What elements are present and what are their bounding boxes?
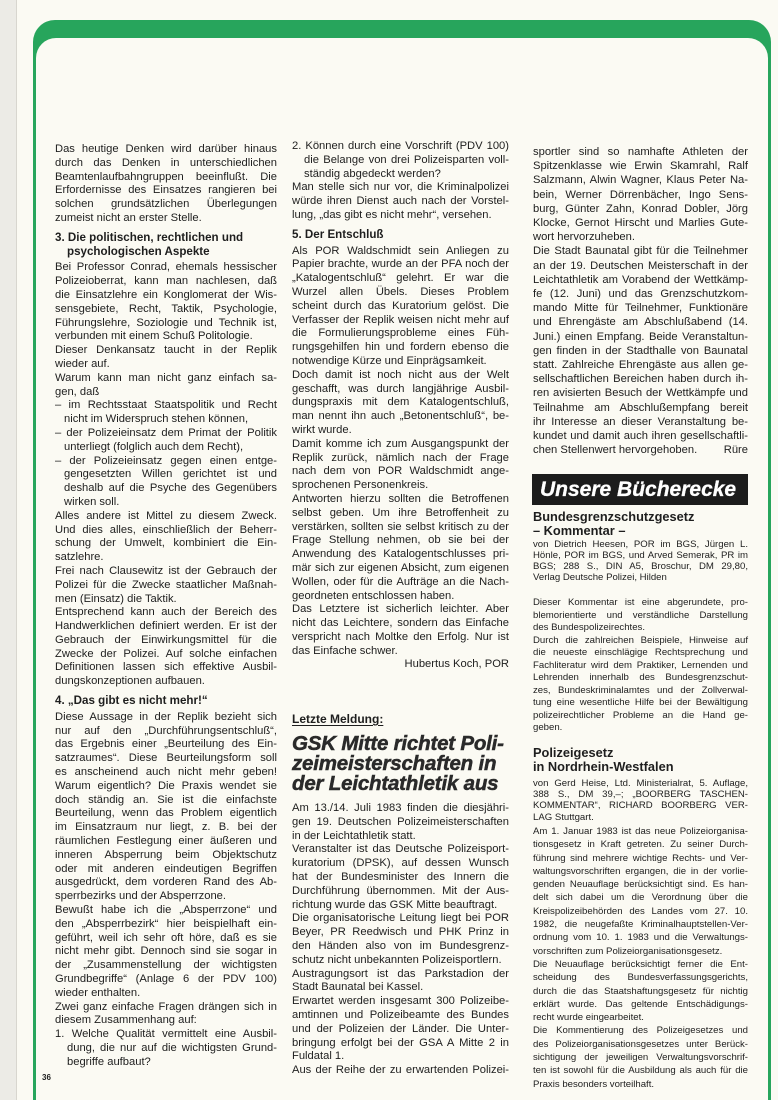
text-line: Das Letztere ist sicherlich leichter. Aber: [292, 603, 509, 616]
text-line: mando Mitte für Teilnehmer, Funktionäre: [533, 302, 748, 315]
paragraph: [292, 438, 509, 493]
book-title-line: Bundesgrenzschutzgesetz: [533, 509, 695, 524]
text-line: begriffe aufbaut?: [67, 1055, 151, 1068]
paragraph: [533, 145, 748, 244]
text-line: 388 S., DM 39,–; „BOORBERG TASCHEN-: [533, 789, 748, 801]
text-line: 4. „Das gibt es nicht mehr!“: [55, 694, 208, 708]
text-line: notwendige Kürze und Einprägsamkeit.: [292, 354, 487, 367]
text-line: Das heutige Denken wird darüber hinaus: [55, 143, 277, 155]
news-body: [292, 802, 509, 1078]
paragraph: [55, 904, 277, 1001]
text-line: die neueste einschlägige Rechtsprechung und: [533, 647, 748, 658]
text-line: führung sind mehrere wichtige Rechts- und Ver-: [533, 852, 748, 864]
text-line: delt sich dabei um die Verordnung über die: [533, 892, 748, 904]
paragraph: [55, 606, 277, 689]
text-line: Definitionen lassen sich effektive Ausbil-: [55, 661, 277, 674]
text-line: Beamtenlaufbahngruppen beeinflußt. Die: [55, 170, 277, 183]
text-line: Papier brachte, wurde an der PFA noch der: [292, 258, 509, 271]
text-line: des Polizeiorganisationsgesetzes unter Berück-: [533, 1038, 748, 1050]
text-line: genden Neuauflage berücksichtigt sind. Es han-: [533, 879, 748, 891]
text-line: gen 19. Deutschen Polizeimeisterschaften: [292, 815, 509, 828]
headline-line: GSK Mitte richtet Poli-: [292, 732, 504, 755]
text-line: Juni.) einen Empfang. Beide Veranstaltun-: [533, 330, 748, 343]
text-line: ordnung vom 10. 1. 1983 und die Verwaltungs-: [533, 932, 748, 944]
book-title-line: in Nordrhein-Westfalen: [533, 759, 674, 774]
text-line: Die Neuauflage berücksichtigt ferner die Ent-: [533, 958, 748, 970]
text-line: nicht das Leichtere, sondern das Einfache: [292, 617, 509, 630]
news-author: Rüre: [723, 444, 748, 456]
bullet-item: [55, 399, 277, 427]
paragraph: [55, 565, 277, 606]
text-line: Die Kommentierung des Polizeigesetzes und: [533, 1025, 748, 1037]
text-line: den Händen also von im Bundesgrenz-: [292, 939, 509, 952]
paragraph: [533, 244, 748, 457]
text-line: verbunden mit einem Schuß Politologie.: [55, 330, 253, 343]
text-line: wort hervorzuheben.: [533, 231, 635, 244]
text-line: „Katalogentschluß“ gelehrt. Er war die: [292, 272, 509, 285]
text-line: Warum kann man nicht ganz einfach sa-: [55, 371, 277, 384]
paragraph: [533, 825, 748, 958]
text-line: man nennt ihn auch „Betonentschluß“, be-: [292, 410, 509, 423]
text-line: durch das Denken in unterschiedlichen: [55, 156, 277, 169]
text-line: und der Polizeien der Länder. Die Unter-: [292, 1022, 509, 1035]
text-line: es anscheinend auch nicht mehr geben!: [55, 766, 277, 779]
text-line: sellschaftlichen Bereichen haben durch ih-: [533, 373, 748, 386]
text-line: solchen grundsätzlichen Überlegungen: [55, 198, 277, 211]
text-line: chen Stellenwert hervorgehoben.: [533, 444, 698, 457]
text-line: Als POR Waldschmidt sein Anliegen zu: [292, 244, 509, 257]
text-line: sensgebiete, Recht, Taktik, Psychologie,: [55, 302, 277, 315]
text-line: ihr Interesse an dieser Veranstaltung be-: [533, 415, 748, 428]
news-continued-text: [533, 145, 748, 457]
book-review: [533, 825, 748, 1091]
text-line: sichtigung der jeweiligen Verwaltungsvorschrif-: [533, 1052, 748, 1064]
text-line: kundet und damit auch ihren gesellschaftli-: [533, 430, 748, 443]
paragraph: [292, 603, 509, 658]
text-line: recht wurde eingearbeitet.: [533, 1012, 644, 1024]
text-line: Die Stadt Baunatal gibt für die Teilnehmer: [533, 245, 748, 258]
paragraph: [533, 1024, 748, 1090]
text-line: von Gerd Heise, Ltd. Ministerialrat, 5. Auflage,: [533, 778, 748, 789]
text-line: unterliegt (folglich auch dem Recht),: [64, 440, 244, 453]
text-line: Polizei für die Zwecke staatlicher Maßnah-: [55, 578, 277, 591]
news-body-continued: [533, 145, 748, 457]
text-line: LAG Stuttgart.: [533, 811, 594, 823]
text-line: schung der Umwelt, kombiniert die Ein-: [55, 537, 277, 550]
text-line: sprochenen Personenkreis.: [292, 479, 429, 492]
paragraph: [292, 493, 509, 603]
text-line: gengesetzten Willen gerichtet ist und: [64, 468, 277, 481]
text-line: Erfordernisse des Einsatzes rangieren bei: [55, 184, 277, 197]
text-line: Klocke, Gernot Hirscht und Marlies Gute-: [533, 217, 748, 230]
text-line: Teilnahme am Abschlußempfang bereit: [533, 401, 748, 414]
text-line: geschafft, was durch langjährige Ausbil-: [292, 382, 509, 395]
paragraph: [55, 344, 277, 372]
text-line: 1. Welche Qualität vermittelt eine Ausbil-: [55, 1028, 277, 1041]
text-line: ständig abgedeckt werden?: [304, 167, 441, 180]
text-line: Austragungsort ist das Parkstadion der: [292, 967, 509, 980]
frame-inner-area: [36, 38, 768, 98]
text-line: scheidung des Bundesverfassungsgerichts,: [533, 972, 748, 984]
text-line: Wollen, oder für die Aufträge an die Nach-: [292, 575, 509, 588]
text-line: gen finden in der Stadthalle von Baunatal: [533, 344, 748, 357]
section-heading: [55, 231, 277, 259]
text-line: Praxis besonders vorteilhaft.: [533, 1078, 655, 1090]
text-line: Spitzenklasse wie Erwin Skamrahl, Ralf: [533, 160, 748, 173]
text-line: die Belange von drei Polizeisparten voll-: [304, 153, 509, 166]
text-line: dungskonzeptionen aufbauen.: [55, 675, 205, 688]
text-line: psychologischen Aspekte: [67, 244, 210, 258]
text-line: Und dies alles, einschließlich der Beherr-: [55, 523, 277, 536]
paragraph: [292, 802, 509, 843]
text-line: Diese Aussage in der Replik bezieht sich: [55, 710, 277, 723]
text-line: Gebrauch der Einwirkungsmittel für die: [55, 633, 277, 646]
text-line: ausgedrückt, dem vorderen Rand des Ab-: [55, 876, 277, 889]
text-line: Beurteilung, wenn das Problem eigentlich: [55, 807, 277, 820]
green-frame-right: [768, 60, 771, 1100]
book-title-line: – Kommentar –: [533, 522, 626, 538]
text-line: dung, die nur auf die wichtigsten Grund-: [67, 1042, 277, 1054]
text-line: blemorientierte und verständliche Darstellung: [533, 609, 748, 621]
text-line: die Einsatzlehre ein Konglomerat der Wis-: [55, 288, 277, 301]
text-line: Verfasser der Replik weisen nicht mehr auf: [292, 313, 509, 326]
paragraph: [55, 261, 277, 344]
book-title: [533, 510, 694, 537]
text-line: Wurzel allen Übels. Dieses Problem: [292, 285, 509, 298]
text-line: tung eine wesentliche Hilfe bei der Bewältigung: [533, 697, 748, 708]
text-line: lung, „das gibt es nicht mehr“, versehen.: [292, 208, 492, 221]
section-heading: [292, 228, 509, 242]
paragraph: [292, 912, 509, 967]
text-line: Warum eigentlich? Die Praxis wendet sie: [55, 779, 277, 792]
paragraph: [55, 510, 277, 565]
left-column-article: [55, 143, 277, 1070]
text-line: BGS; 288 S., DIN A5, Broschur, DM 29,80,: [533, 561, 748, 572]
news-kicker: Letzte Meldung:: [292, 712, 384, 726]
text-line: amtinnen und Polizeibeamte des Bundes: [292, 1008, 509, 1021]
text-line: und Ehrengäste am Abschlußabend (14.: [533, 316, 748, 329]
text-line: Doch damit ist noch nicht aus der Welt: [292, 368, 509, 381]
text-line: 5. Der Entschluß: [292, 227, 384, 241]
paragraph: [292, 245, 509, 369]
text-line: wieder enthalten.: [55, 986, 141, 999]
paragraph: [533, 597, 748, 635]
text-line: rungsgehilfen hin und fordern ebenso die: [292, 341, 509, 354]
books-section-banner: Unsere Bücherecke: [532, 474, 748, 505]
text-line: Anwendung des Katalogentschlusses pri-: [292, 548, 509, 561]
text-line: hat der Bundesminister des Innern die: [292, 870, 509, 883]
text-line: Durchführung übernommen. Mit der Aus-: [292, 884, 509, 897]
text-line: nach dem von POR Waldschmidt ange-: [292, 465, 509, 478]
text-line: selbst geben. Um ihre Betroffenheit zu: [292, 506, 509, 519]
text-line: Erwartet werden insgesamt 300 Polizeibe-: [292, 995, 509, 1008]
text-line: fe (12. Juni) und das Grenzschutzkom-: [533, 288, 748, 301]
paragraph: [533, 635, 748, 735]
book-review: [533, 597, 748, 735]
text-line: Handwerklichen definiert werden. Er ist der: [55, 620, 277, 633]
bullet-item: [55, 427, 277, 455]
text-line: polizeirechtlicher Probleme an die Hand ge-: [533, 709, 748, 721]
text-line: 3. Die politischen, rechtlichen und: [55, 230, 244, 244]
book-title-line: Polizeigesetz: [533, 745, 614, 760]
text-line: Dieser Denkansatz taucht in der Replik: [55, 344, 277, 357]
text-line: mär sich zur eigenen Absicht, zum eigenen: [292, 561, 509, 574]
text-line: men (Einsatz) die Taktik.: [55, 592, 177, 605]
text-line: Salzmann, Alwin Wagner, Klaus Peter Na-: [533, 174, 748, 187]
text-line: Polizeioberrat, kann man nachlesen, daß: [55, 275, 277, 288]
text-line: Bewußt habe ich die „Absperrzone“ und: [55, 904, 277, 917]
text-line: in der Leichtathletik statt.: [292, 829, 416, 842]
text-line: richtung wurde das GSK Mitte beauftragt.: [292, 898, 498, 911]
text-line: vorschriften zum Polizeiorganisationsgesetz.: [533, 945, 723, 957]
text-line: Leichtathletik am Vorabend der Wettkämp-: [533, 273, 748, 286]
text-line: bein, Werner Dörrenbächer, Ingo Sens-: [533, 188, 748, 201]
paragraph: [292, 181, 509, 222]
text-line: 1982, die neugefaßte Kriminalhauptstellen-Ver-: [533, 919, 748, 931]
text-line: ren avisierten Besuch der Wettkämpfe und: [533, 387, 748, 400]
text-line: nicht mehr gibt. Dennoch sind sie sogar in: [55, 945, 277, 958]
text-line: des Bundespolizeirechtes.: [533, 622, 645, 633]
text-line: Zwecke der Polizei. Auf solche einfachen: [55, 647, 277, 660]
text-line: Durch die zahlreichen Beispiele, Hinweise auf: [533, 634, 748, 646]
text-line: wieder auf.: [55, 357, 110, 370]
text-line: doch ständig an. Sie ist die einfachste: [55, 793, 277, 806]
text-line: Hönle, POR im BGS, und Arved Semerak, PR im: [533, 550, 748, 561]
book-byline: [533, 539, 748, 583]
text-line: wirkt wurde.: [292, 423, 352, 436]
paragraph: [292, 1064, 509, 1078]
green-frame-left: [33, 60, 36, 1100]
text-line: inneren Absperrung beim Objektschutz: [55, 848, 277, 861]
text-line: bringung erfolgt bei der GSA A Mitte 2 in: [292, 1036, 509, 1049]
text-line: Grundbegriffe“ (Anlage 6 der PDV 100): [55, 973, 277, 986]
text-line: Bei Professor Conrad, ehemals hessischer: [55, 261, 277, 274]
text-line: dungspraxis mit dem Katalogentschluß,: [292, 396, 509, 409]
text-line: an der 19. Deutschen Meisterschaft in der: [533, 259, 748, 272]
headline-line: der Leichtathletik aus: [292, 772, 499, 795]
text-line: Die organisatorische Leitung liegt bei POR: [292, 912, 509, 925]
text-line: Beyer, PR Reedwisch und PHK Prinz in: [292, 926, 509, 939]
news-headline: [292, 734, 510, 794]
paragraph: [533, 958, 748, 1024]
text-line: zes, Bundeskriminalamtes und der Zollverwal-: [533, 684, 748, 696]
text-line: – der Polizeieinsatz gegen einen entge-: [55, 454, 277, 467]
text-line: durch die das Staatshaftungsgesetz für nichtig: [533, 985, 748, 997]
text-line: das Ergebnis einer „Beurteilung des Ein-: [55, 738, 277, 751]
section-heading: [55, 694, 277, 708]
paragraph: [55, 143, 277, 226]
text-line: Veranstalter ist das Deutsche Polizeisport-: [292, 843, 509, 856]
text-line: Fuldatal 1.: [292, 1050, 345, 1063]
text-line: geführt, weil ich sehr oft höre, daß es sie: [55, 931, 277, 944]
text-line: verstärken, sollten sie selbst kritisch zu der: [292, 520, 509, 533]
text-line: geordneten entschlossen haben.: [292, 589, 455, 602]
text-line: Antworten hierzu sollten die Betroffenen: [292, 492, 509, 505]
text-line: der „Zusammenstellung der wichtigsten: [55, 959, 277, 972]
text-line: statt. Zahlreiche Ehrengäste aus allen ge-: [533, 359, 748, 372]
numbered-item: [292, 140, 509, 181]
text-line: kuratorium (DPSK), auf dessen Wunsch: [292, 857, 509, 870]
scan-edge: [0, 0, 17, 1100]
text-line: wirken soll.: [64, 495, 120, 508]
text-line: Entsprechend kann auch der Bereich des: [55, 606, 277, 619]
text-line: Kreispolizeibehörden des Landes vom 27. 10.: [533, 905, 748, 917]
text-line: scheint durch das Kuratorium gelöst. Die: [292, 299, 509, 312]
text-line: Man stelle sich nur vor, die Kriminalpolizei: [292, 181, 509, 194]
paragraph: [55, 372, 277, 400]
text-line: Replik zurück, nämlich nach der Frage: [292, 451, 509, 464]
text-line: Dieser Kommentar ist eine abgerundete, pro-: [533, 597, 748, 608]
book-byline-text: [533, 539, 748, 583]
text-line: Zwei ganz einfache Fragen drängen sich in: [55, 1000, 277, 1013]
text-line: verspricht nach Moltke den Erfolg. Nur ist: [292, 630, 509, 643]
text-line: – der Polizeieinsatz dem Primat der Politik: [55, 426, 277, 439]
text-line: erklärt wurde. Das geltende Entschädigungs-: [533, 998, 748, 1010]
text-line: oder mit anderen eindeutigen Begriffen: [55, 862, 277, 875]
paragraph: [55, 1001, 277, 1029]
text-line: ten ist sowohl für die Ausbildung als auch für die: [533, 1065, 748, 1077]
text-line: 2. Können durch eine Vorschrift (PDV 100): [292, 140, 509, 152]
text-line: zumeist nicht an erster Stelle.: [55, 211, 202, 224]
text-line: Frage Stellung nehmen, ob sie bei der: [292, 534, 509, 547]
text-line: sportler sind so namhafte Athleten der: [533, 146, 748, 158]
paragraph: [292, 968, 509, 996]
paragraph: [292, 843, 509, 912]
text-line: von Dietrich Heesen, POR im BGS, Jürgen L.: [533, 539, 748, 550]
text-line: das Einfache schwer.: [292, 644, 398, 657]
text-line: den „Absperrbezirk“ hier beispielhaft ein-: [55, 917, 277, 930]
text-line: Am 13./14. Juli 1983 finden die diesjähri-: [292, 802, 509, 814]
text-line: gen, daß: [55, 385, 100, 398]
page-number: 36: [42, 1073, 51, 1082]
book-byline-text: [533, 778, 748, 823]
paragraph: [55, 711, 277, 904]
text-line: Lehrenden innerhalb des Bundesgrenzschut-: [533, 672, 748, 683]
text-line: die Formulierungsprobleme eines Füh-: [292, 327, 509, 340]
text-line: satzlehre.: [55, 551, 104, 564]
text-line: Damit komme ich zum Ausgangspunkt der: [292, 437, 509, 450]
text-line: deshalb auf die Psyche des Gegenübers: [64, 482, 277, 495]
text-line: räumlichen Festlegung einer äußeren und: [55, 835, 277, 848]
text-line: würde ihren Dienst auch nach der Vorstel-: [292, 195, 509, 208]
bullet-item: [55, 455, 277, 510]
text-line: Alles andere ist Mittel zu diesem Zweck.: [55, 509, 277, 522]
text-line: Am 1. Januar 1983 ist das neue Polizeiorganisa-: [533, 826, 748, 837]
text-line: Verlag Deutsche Polizei, Hilden: [533, 572, 667, 583]
text-line: diesem Zusammenhang auf:: [55, 1014, 197, 1027]
middle-column-article: [292, 140, 509, 672]
text-line: Fachliteratur wird dem Praktiker, Lernenden und: [533, 659, 748, 671]
text-line: sperrbezirks und der Absperrzone.: [55, 890, 227, 903]
text-line: Hubertus Koch, POR: [404, 658, 509, 671]
text-line: waltungsvorschriften ergangen, die in der vorlie-: [533, 865, 748, 877]
text-line: nur auf den „Durchführungsentschluß“,: [55, 724, 277, 737]
headline-line: zeimeisterschaften in: [292, 752, 497, 775]
text-line: schutz nicht unbekannten Polizeisportlern.: [292, 953, 502, 966]
paragraph: [292, 369, 509, 438]
text-line: geben.: [533, 722, 563, 733]
text-line: satzraumes“. Diese Beurteilungsform soll: [55, 752, 277, 765]
text-line: KOMMENTAR“, RICHARD BOORBERG VER-: [533, 800, 748, 812]
text-line: tionsgesetz in Kraft getreten. Zu seiner Durch-: [533, 839, 748, 851]
text-line: Stadt Baunatal bei Kassel.: [292, 981, 424, 994]
text-line: Aus der Reihe der zu erwartenden Polizei-: [292, 1064, 509, 1077]
numbered-item: [55, 1028, 277, 1069]
paragraph: [292, 995, 509, 1064]
text-line: Führungslehre, Soziologie und Technik ist,: [55, 316, 277, 329]
text-line: Frei nach Clausewitz ist der Gebrauch der: [55, 564, 277, 577]
book-byline: [533, 778, 748, 823]
book-title: [533, 746, 674, 774]
text-line: nicht im Widerspruch stehen können,: [64, 413, 249, 426]
text-line: im Einsatzraum nur liegt, z. B. bei der: [55, 821, 277, 834]
text-line: – im Rechtsstaat Staatspolitik und Recht: [55, 399, 277, 412]
text-line: burg, Günter Zahn, Konrad Dobler, Jörg: [533, 202, 748, 215]
signature: [292, 658, 509, 672]
